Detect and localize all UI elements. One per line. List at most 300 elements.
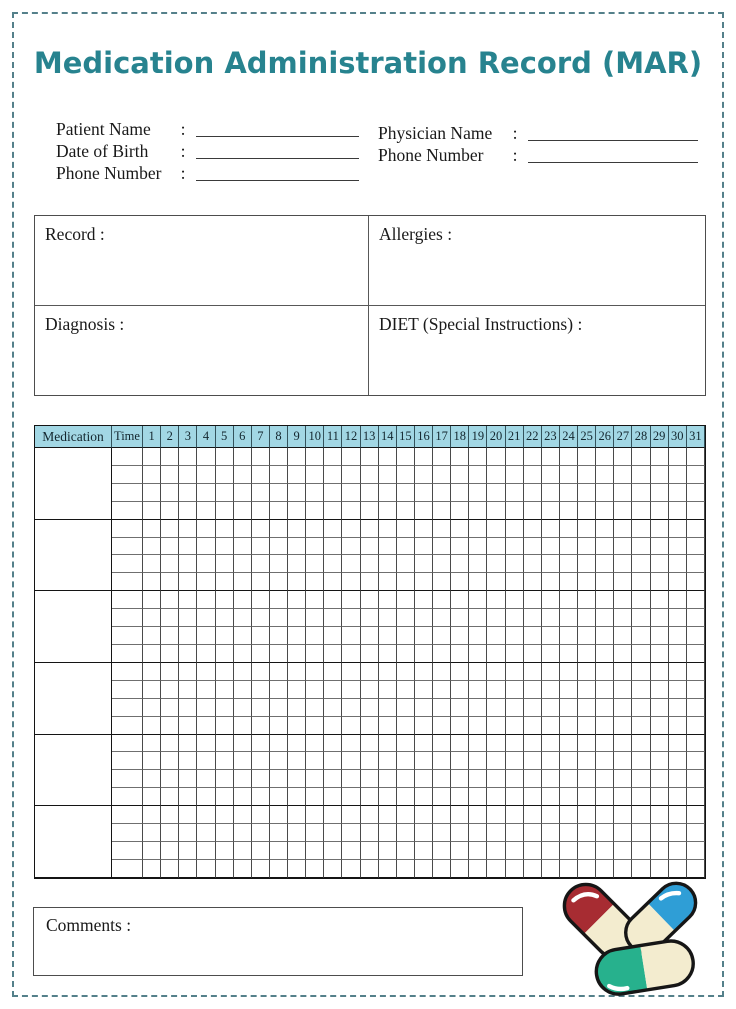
day-cell[interactable]	[306, 609, 324, 627]
day-cell[interactable]	[415, 520, 433, 538]
day-cell[interactable]	[234, 663, 252, 681]
day-cell[interactable]	[270, 502, 288, 520]
day-cell[interactable]	[324, 824, 342, 842]
day-cell[interactable]	[560, 627, 578, 645]
day-cell[interactable]	[342, 842, 360, 860]
day-cell[interactable]	[506, 645, 524, 663]
day-cell[interactable]	[216, 717, 234, 735]
day-cell[interactable]	[651, 824, 669, 842]
day-cell[interactable]	[487, 609, 505, 627]
day-cell[interactable]	[596, 502, 614, 520]
day-cell[interactable]	[234, 860, 252, 878]
day-cell[interactable]	[687, 502, 705, 520]
day-cell[interactable]	[687, 717, 705, 735]
day-cell[interactable]	[342, 699, 360, 717]
day-cell[interactable]	[415, 699, 433, 717]
day-cell[interactable]	[469, 502, 487, 520]
day-cell[interactable]	[506, 502, 524, 520]
day-cell[interactable]	[614, 502, 632, 520]
day-cell[interactable]	[687, 591, 705, 609]
time-cell[interactable]	[112, 484, 143, 502]
day-cell[interactable]	[596, 824, 614, 842]
time-cell[interactable]	[112, 573, 143, 591]
day-cell[interactable]	[542, 824, 560, 842]
day-cell[interactable]	[469, 645, 487, 663]
day-cell[interactable]	[469, 555, 487, 573]
day-cell[interactable]	[361, 502, 379, 520]
day-cell[interactable]	[687, 824, 705, 842]
day-cell[interactable]	[415, 484, 433, 502]
day-cell[interactable]	[361, 788, 379, 806]
day-cell[interactable]	[252, 842, 270, 860]
day-cell[interactable]	[288, 448, 306, 466]
day-cell[interactable]	[632, 842, 650, 860]
day-cell[interactable]	[469, 842, 487, 860]
day-cell[interactable]	[143, 717, 161, 735]
day-cell[interactable]	[179, 538, 197, 556]
day-cell[interactable]	[469, 609, 487, 627]
day-cell[interactable]	[361, 699, 379, 717]
day-cell[interactable]	[324, 448, 342, 466]
day-cell[interactable]	[614, 609, 632, 627]
day-cell[interactable]	[687, 681, 705, 699]
day-cell[interactable]	[614, 824, 632, 842]
day-cell[interactable]	[578, 824, 596, 842]
day-cell[interactable]	[451, 842, 469, 860]
day-cell[interactable]	[451, 538, 469, 556]
day-cell[interactable]	[252, 555, 270, 573]
day-cell[interactable]	[451, 555, 469, 573]
day-cell[interactable]	[161, 770, 179, 788]
day-cell[interactable]	[669, 699, 687, 717]
day-cell[interactable]	[270, 770, 288, 788]
day-cell[interactable]	[234, 502, 252, 520]
day-cell[interactable]	[651, 806, 669, 824]
day-cell[interactable]	[542, 466, 560, 484]
day-cell[interactable]	[161, 735, 179, 753]
day-cell[interactable]	[379, 699, 397, 717]
day-cell[interactable]	[651, 788, 669, 806]
day-cell[interactable]	[596, 842, 614, 860]
day-cell[interactable]	[197, 735, 215, 753]
day-cell[interactable]	[415, 538, 433, 556]
day-cell[interactable]	[451, 448, 469, 466]
day-cell[interactable]	[433, 484, 451, 502]
day-cell[interactable]	[433, 824, 451, 842]
day-cell[interactable]	[270, 788, 288, 806]
day-cell[interactable]	[252, 502, 270, 520]
time-cell[interactable]	[112, 699, 143, 717]
day-cell[interactable]	[216, 735, 234, 753]
day-cell[interactable]	[252, 735, 270, 753]
day-cell[interactable]	[197, 770, 215, 788]
day-cell[interactable]	[234, 573, 252, 591]
day-cell[interactable]	[614, 466, 632, 484]
day-cell[interactable]	[143, 788, 161, 806]
day-cell[interactable]	[143, 645, 161, 663]
day-cell[interactable]	[415, 448, 433, 466]
day-cell[interactable]	[687, 466, 705, 484]
day-cell[interactable]	[632, 824, 650, 842]
day-cell[interactable]	[143, 824, 161, 842]
day-cell[interactable]	[632, 466, 650, 484]
day-cell[interactable]	[451, 699, 469, 717]
day-cell[interactable]	[651, 555, 669, 573]
day-cell[interactable]	[651, 591, 669, 609]
medication-cell[interactable]	[35, 735, 112, 807]
day-cell[interactable]	[252, 663, 270, 681]
day-cell[interactable]	[306, 555, 324, 573]
day-cell[interactable]	[596, 806, 614, 824]
day-cell[interactable]	[632, 448, 650, 466]
day-cell[interactable]	[542, 448, 560, 466]
day-cell[interactable]	[397, 645, 415, 663]
day-cell[interactable]	[632, 681, 650, 699]
day-cell[interactable]	[342, 520, 360, 538]
day-cell[interactable]	[524, 735, 542, 753]
day-cell[interactable]	[197, 752, 215, 770]
time-cell[interactable]	[112, 502, 143, 520]
day-cell[interactable]	[433, 555, 451, 573]
day-cell[interactable]	[252, 609, 270, 627]
day-cell[interactable]	[469, 466, 487, 484]
day-cell[interactable]	[506, 788, 524, 806]
day-cell[interactable]	[234, 484, 252, 502]
day-cell[interactable]	[578, 555, 596, 573]
day-cell[interactable]	[451, 591, 469, 609]
day-cell[interactable]	[161, 448, 179, 466]
day-cell[interactable]	[324, 842, 342, 860]
day-cell[interactable]	[487, 860, 505, 878]
day-cell[interactable]	[415, 842, 433, 860]
day-cell[interactable]	[651, 645, 669, 663]
day-cell[interactable]	[324, 573, 342, 591]
day-cell[interactable]	[252, 466, 270, 484]
day-cell[interactable]	[560, 448, 578, 466]
day-cell[interactable]	[270, 609, 288, 627]
day-cell[interactable]	[632, 591, 650, 609]
day-cell[interactable]	[324, 502, 342, 520]
day-cell[interactable]	[578, 502, 596, 520]
day-cell[interactable]	[687, 573, 705, 591]
day-cell[interactable]	[506, 842, 524, 860]
day-cell[interactable]	[415, 824, 433, 842]
day-cell[interactable]	[197, 573, 215, 591]
day-cell[interactable]	[614, 681, 632, 699]
day-cell[interactable]	[415, 645, 433, 663]
day-cell[interactable]	[342, 538, 360, 556]
day-cell[interactable]	[451, 681, 469, 699]
day-cell[interactable]	[632, 752, 650, 770]
day-cell[interactable]	[270, 484, 288, 502]
day-cell[interactable]	[433, 591, 451, 609]
day-cell[interactable]	[379, 609, 397, 627]
day-cell[interactable]	[524, 860, 542, 878]
day-cell[interactable]	[252, 573, 270, 591]
day-cell[interactable]	[342, 645, 360, 663]
day-cell[interactable]	[487, 645, 505, 663]
day-cell[interactable]	[669, 842, 687, 860]
day-cell[interactable]	[270, 699, 288, 717]
day-cell[interactable]	[252, 448, 270, 466]
day-cell[interactable]	[143, 466, 161, 484]
day-cell[interactable]	[361, 609, 379, 627]
day-cell[interactable]	[179, 466, 197, 484]
day-cell[interactable]	[687, 806, 705, 824]
day-cell[interactable]	[433, 573, 451, 591]
day-cell[interactable]	[342, 591, 360, 609]
day-cell[interactable]	[397, 788, 415, 806]
day-cell[interactable]	[687, 538, 705, 556]
day-cell[interactable]	[433, 466, 451, 484]
time-cell[interactable]	[112, 770, 143, 788]
day-cell[interactable]	[143, 806, 161, 824]
day-cell[interactable]	[614, 788, 632, 806]
day-cell[interactable]	[651, 502, 669, 520]
day-cell[interactable]	[632, 717, 650, 735]
time-cell[interactable]	[112, 752, 143, 770]
day-cell[interactable]	[397, 699, 415, 717]
day-cell[interactable]	[669, 752, 687, 770]
time-cell[interactable]	[112, 717, 143, 735]
day-cell[interactable]	[216, 752, 234, 770]
day-cell[interactable]	[415, 770, 433, 788]
day-cell[interactable]	[252, 681, 270, 699]
day-cell[interactable]	[669, 448, 687, 466]
day-cell[interactable]	[451, 752, 469, 770]
day-cell[interactable]	[288, 573, 306, 591]
day-cell[interactable]	[252, 824, 270, 842]
day-cell[interactable]	[342, 627, 360, 645]
medication-cell[interactable]	[35, 806, 112, 878]
day-cell[interactable]	[669, 555, 687, 573]
day-cell[interactable]	[487, 717, 505, 735]
day-cell[interactable]	[578, 770, 596, 788]
day-cell[interactable]	[578, 627, 596, 645]
day-cell[interactable]	[669, 520, 687, 538]
day-cell[interactable]	[252, 752, 270, 770]
day-cell[interactable]	[524, 573, 542, 591]
day-cell[interactable]	[143, 591, 161, 609]
day-cell[interactable]	[433, 681, 451, 699]
day-cell[interactable]	[433, 609, 451, 627]
day-cell[interactable]	[397, 681, 415, 699]
day-cell[interactable]	[632, 699, 650, 717]
day-cell[interactable]	[542, 681, 560, 699]
day-cell[interactable]	[596, 860, 614, 878]
day-cell[interactable]	[143, 538, 161, 556]
day-cell[interactable]	[306, 770, 324, 788]
day-cell[interactable]	[397, 752, 415, 770]
day-cell[interactable]	[578, 663, 596, 681]
day-cell[interactable]	[415, 806, 433, 824]
day-cell[interactable]	[288, 806, 306, 824]
day-cell[interactable]	[506, 555, 524, 573]
day-cell[interactable]	[197, 591, 215, 609]
day-cell[interactable]	[161, 484, 179, 502]
medication-cell[interactable]	[35, 663, 112, 735]
day-cell[interactable]	[143, 770, 161, 788]
day-cell[interactable]	[415, 752, 433, 770]
day-cell[interactable]	[524, 752, 542, 770]
day-cell[interactable]	[161, 573, 179, 591]
day-cell[interactable]	[252, 860, 270, 878]
day-cell[interactable]	[143, 627, 161, 645]
day-cell[interactable]	[306, 663, 324, 681]
day-cell[interactable]	[288, 627, 306, 645]
day-cell[interactable]	[687, 752, 705, 770]
day-cell[interactable]	[179, 824, 197, 842]
day-cell[interactable]	[270, 555, 288, 573]
day-cell[interactable]	[632, 860, 650, 878]
day-cell[interactable]	[342, 788, 360, 806]
day-cell[interactable]	[179, 502, 197, 520]
day-cell[interactable]	[560, 466, 578, 484]
day-cell[interactable]	[197, 627, 215, 645]
day-cell[interactable]	[270, 573, 288, 591]
day-cell[interactable]	[143, 573, 161, 591]
day-cell[interactable]	[651, 538, 669, 556]
day-cell[interactable]	[379, 448, 397, 466]
day-cell[interactable]	[252, 806, 270, 824]
day-cell[interactable]	[433, 502, 451, 520]
day-cell[interactable]	[415, 717, 433, 735]
time-cell[interactable]	[112, 842, 143, 860]
day-cell[interactable]	[578, 842, 596, 860]
day-cell[interactable]	[524, 824, 542, 842]
day-cell[interactable]	[306, 681, 324, 699]
day-cell[interactable]	[524, 681, 542, 699]
day-cell[interactable]	[669, 538, 687, 556]
day-cell[interactable]	[306, 502, 324, 520]
day-cell[interactable]	[415, 627, 433, 645]
day-cell[interactable]	[687, 448, 705, 466]
day-cell[interactable]	[614, 752, 632, 770]
day-cell[interactable]	[632, 502, 650, 520]
day-cell[interactable]	[397, 663, 415, 681]
day-cell[interactable]	[179, 806, 197, 824]
day-cell[interactable]	[306, 752, 324, 770]
day-cell[interactable]	[469, 752, 487, 770]
day-cell[interactable]	[324, 538, 342, 556]
day-cell[interactable]	[361, 770, 379, 788]
day-cell[interactable]	[143, 448, 161, 466]
day-cell[interactable]	[596, 448, 614, 466]
day-cell[interactable]	[288, 502, 306, 520]
day-cell[interactable]	[252, 788, 270, 806]
day-cell[interactable]	[324, 555, 342, 573]
day-cell[interactable]	[451, 788, 469, 806]
day-cell[interactable]	[161, 591, 179, 609]
time-cell[interactable]	[112, 591, 143, 609]
day-cell[interactable]	[270, 645, 288, 663]
day-cell[interactable]	[342, 555, 360, 573]
day-cell[interactable]	[524, 555, 542, 573]
day-cell[interactable]	[578, 735, 596, 753]
time-cell[interactable]	[112, 448, 143, 466]
day-cell[interactable]	[397, 502, 415, 520]
day-cell[interactable]	[342, 448, 360, 466]
day-cell[interactable]	[687, 609, 705, 627]
day-cell[interactable]	[451, 627, 469, 645]
day-cell[interactable]	[487, 466, 505, 484]
day-cell[interactable]	[469, 788, 487, 806]
day-cell[interactable]	[560, 573, 578, 591]
day-cell[interactable]	[451, 573, 469, 591]
day-cell[interactable]	[614, 627, 632, 645]
day-cell[interactable]	[270, 448, 288, 466]
day-cell[interactable]	[197, 842, 215, 860]
day-cell[interactable]	[197, 448, 215, 466]
day-cell[interactable]	[379, 752, 397, 770]
day-cell[interactable]	[234, 788, 252, 806]
day-cell[interactable]	[415, 555, 433, 573]
day-cell[interactable]	[433, 806, 451, 824]
day-cell[interactable]	[197, 538, 215, 556]
day-cell[interactable]	[216, 609, 234, 627]
day-cell[interactable]	[651, 699, 669, 717]
day-cell[interactable]	[324, 681, 342, 699]
day-cell[interactable]	[234, 520, 252, 538]
day-cell[interactable]	[451, 735, 469, 753]
day-cell[interactable]	[306, 842, 324, 860]
day-cell[interactable]	[560, 502, 578, 520]
day-cell[interactable]	[234, 699, 252, 717]
day-cell[interactable]	[179, 520, 197, 538]
day-cell[interactable]	[288, 860, 306, 878]
day-cell[interactable]	[324, 735, 342, 753]
day-cell[interactable]	[288, 842, 306, 860]
day-cell[interactable]	[506, 717, 524, 735]
day-cell[interactable]	[288, 824, 306, 842]
day-cell[interactable]	[361, 860, 379, 878]
day-cell[interactable]	[542, 842, 560, 860]
day-cell[interactable]	[614, 860, 632, 878]
day-cell[interactable]	[234, 466, 252, 484]
day-cell[interactable]	[669, 502, 687, 520]
day-cell[interactable]	[542, 520, 560, 538]
day-cell[interactable]	[614, 842, 632, 860]
day-cell[interactable]	[651, 752, 669, 770]
day-cell[interactable]	[687, 555, 705, 573]
day-cell[interactable]	[216, 573, 234, 591]
day-cell[interactable]	[669, 609, 687, 627]
day-cell[interactable]	[361, 752, 379, 770]
day-cell[interactable]	[379, 627, 397, 645]
day-cell[interactable]	[197, 806, 215, 824]
day-cell[interactable]	[560, 520, 578, 538]
day-cell[interactable]	[669, 717, 687, 735]
day-cell[interactable]	[270, 591, 288, 609]
day-cell[interactable]	[306, 699, 324, 717]
day-cell[interactable]	[397, 717, 415, 735]
day-cell[interactable]	[161, 699, 179, 717]
day-cell[interactable]	[596, 538, 614, 556]
day-cell[interactable]	[179, 860, 197, 878]
day-cell[interactable]	[614, 663, 632, 681]
day-cell[interactable]	[179, 627, 197, 645]
day-cell[interactable]	[469, 806, 487, 824]
day-cell[interactable]	[669, 627, 687, 645]
day-cell[interactable]	[524, 502, 542, 520]
comments-box[interactable]	[33, 907, 523, 976]
day-cell[interactable]	[324, 645, 342, 663]
day-cell[interactable]	[542, 860, 560, 878]
day-cell[interactable]	[469, 735, 487, 753]
day-cell[interactable]	[487, 520, 505, 538]
day-cell[interactable]	[524, 663, 542, 681]
day-cell[interactable]	[596, 484, 614, 502]
